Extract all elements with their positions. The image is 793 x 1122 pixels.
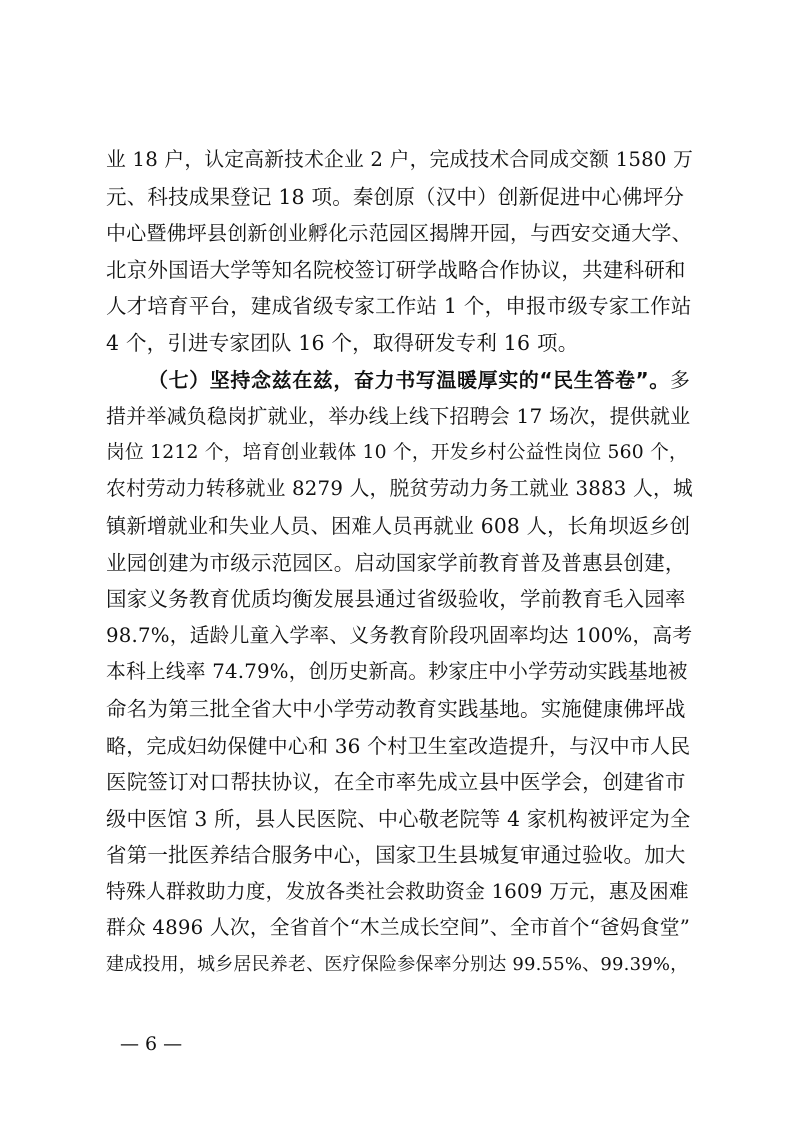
section-line-3: 农村劳动力转移就业 8279 人，脱贫劳动力务工就业 3883 人，城	[106, 477, 693, 501]
section-line-7: 98.7%，适龄儿童入学率、义务教育阶段巩固率均达 100%，高考	[106, 623, 693, 647]
section-heading: （七）坚持念兹在兹，奋力书写温暖厚实的“民生答卷”。	[148, 367, 670, 392]
text-line-2: 元、科技成果登记 18 项。秦创原（汉中）创新促进中心佛坪分	[106, 184, 685, 209]
section-line-11: 医院签订对口帮扶协议，在全市率先成立县中医学会，创建省市	[106, 770, 686, 795]
section-line-14: 特殊人群救助力度，发放各类社会救助资金 1609 万元，惠及困难	[106, 879, 689, 903]
text-line-1: 业 18 户，认定高新技术企业 2 户，完成技术合同成交额 1580 万	[106, 148, 694, 171]
body-text	[106, 142, 694, 984]
section-line-2: 岗位 1212 个，培育创业载体 10 个，开发乡村公益性岗位 560 个，	[106, 441, 688, 463]
text-line-3: 中心暨佛坪县创新创业孵化示范园区揭牌开园，与西安交通大学、	[106, 221, 692, 246]
text-line-5: 人才培育平台，建成省级专家工作站 1 个，申报市级专家工作站	[106, 294, 692, 319]
page-number: — 6 —	[120, 1033, 183, 1055]
section-line-10: 略，完成妇幼保健中心和 36 个村卫生室改造提升，与汉中市人民	[106, 733, 691, 758]
section-line-13: 省第一批医养结合服务中心，国家卫生县城复审通过验收。加大	[106, 843, 686, 868]
section-line-9: 命名为第三批全省大中小学劳动教育实践基地。实施健康佛坪战	[106, 696, 686, 721]
text-line-6: 4 个，引进专家团队 16 个，取得研发专利 16 项。	[106, 330, 579, 355]
section-line-6: 国家义务教育优质均衡发展县通过省级验收，学前教育毛入园率	[106, 587, 686, 612]
section-line-1: 措并举减负稳岗扩就业，举办线上线下招聘会 17 场次，提供就业	[106, 404, 691, 429]
section-line-16: 建成投用，城乡居民养老、医疗保险参保率分别达 99.55%、99.39%，	[106, 954, 689, 976]
text-line-4: 北京外国语大学等知名院校签订研学战略合作协议，共建科研和	[106, 257, 686, 282]
section-heading-line	[106, 362, 694, 399]
section-line-8: 本科上线率 74.79%，创历史新高。耖家庄中小学劳动实践基地被	[106, 660, 688, 684]
section-line-5: 业园创建为市级示范园区。启动国家学前教育普及普惠县创建，	[106, 550, 686, 575]
section-heading-tail: 多	[669, 367, 691, 392]
section-line-12: 级中医馆 3 所，县人民医院、中心敬老院等 4 家机构被评定为全	[106, 806, 691, 831]
section-line-4: 镇新增就业和失业人员、困难人员再就业 608 人，长角坝返乡创	[106, 513, 691, 538]
section-line-15: 群众 4896 人次，全省首个“木兰成长空间”、全市首个“爸妈食堂”	[106, 916, 691, 940]
